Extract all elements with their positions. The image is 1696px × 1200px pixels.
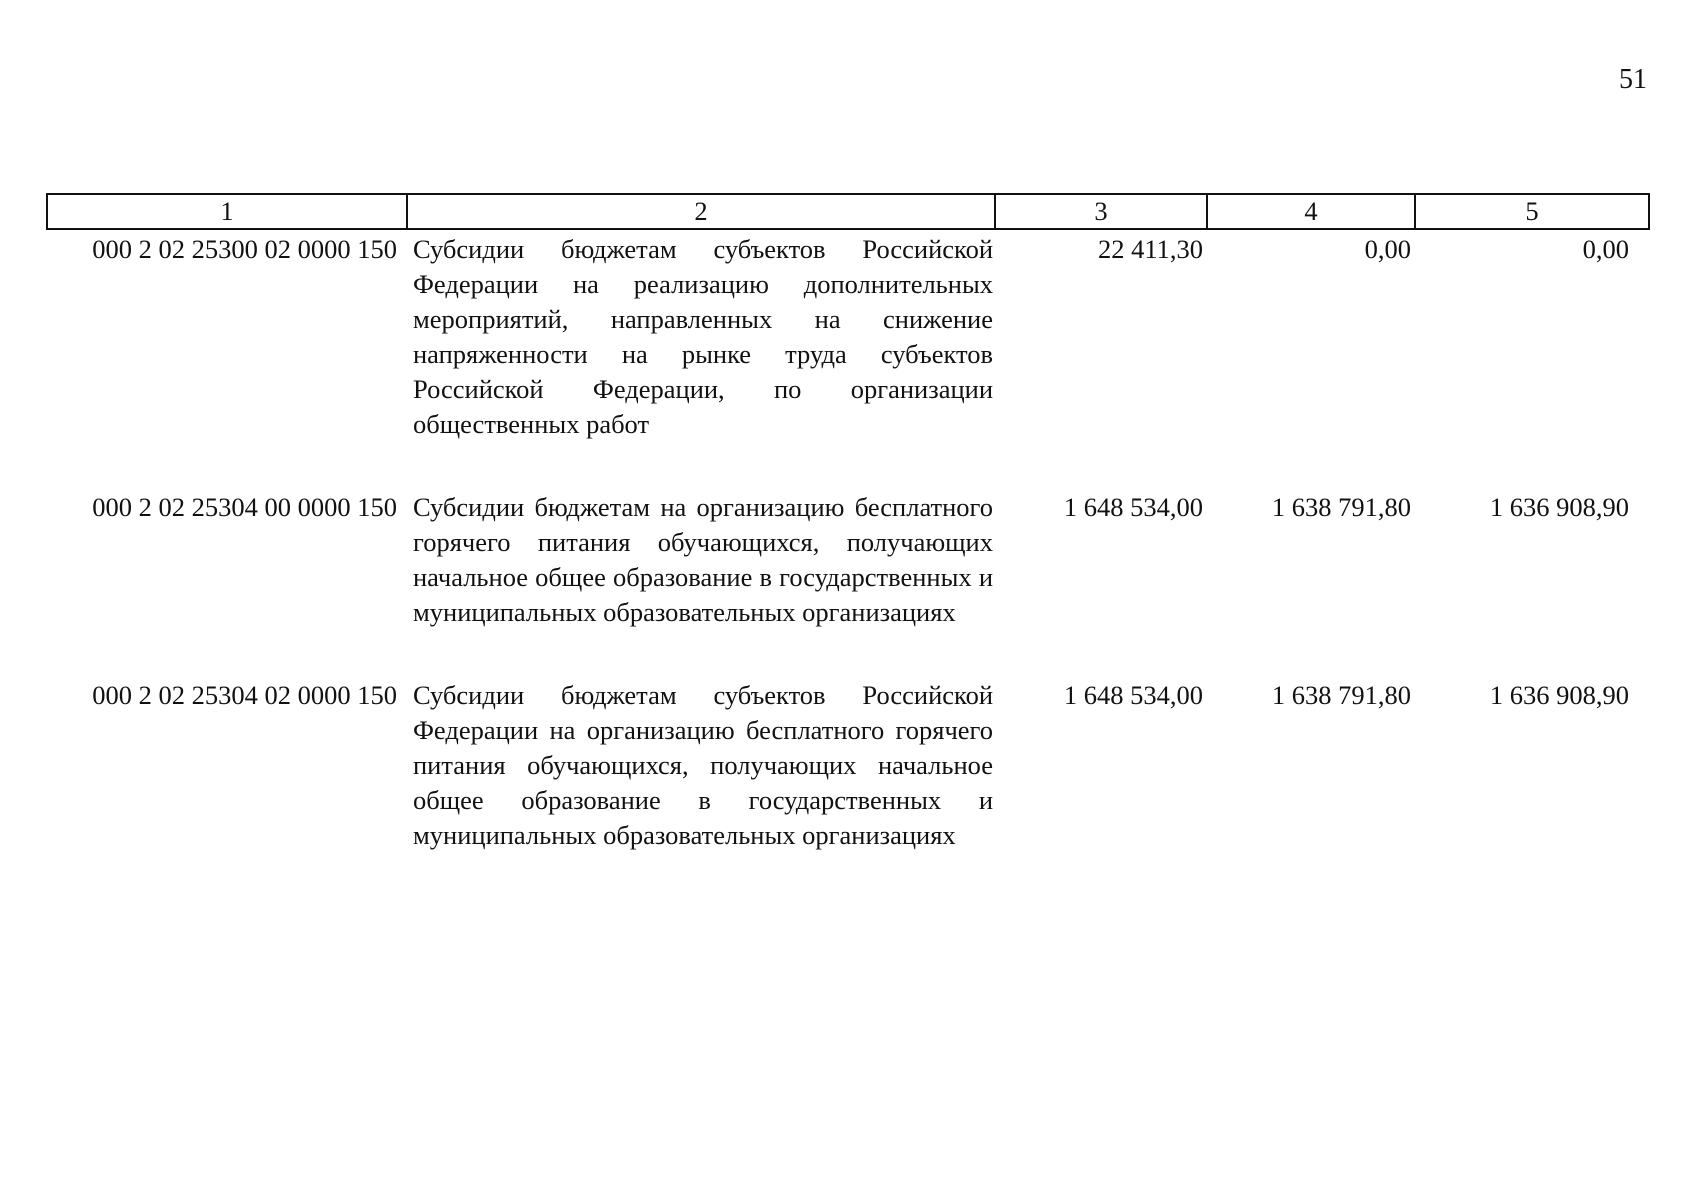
amount-column-5: 1 636 908,90	[1489, 680, 1629, 710]
income-name: Субсидии бюджетам на организацию бесплатного горячего питания обучающихся, получающих начальное общее образование в государственных и муниципальных образовательных организациях	[413, 492, 993, 627]
amount-column-3: 22 411,30	[1097, 234, 1203, 264]
budget-code: 000 2 02 25300 02 0000 150	[92, 234, 397, 264]
amount-column-3: 1 648 534,00	[1063, 492, 1203, 522]
amount-column-5: 0,00	[1582, 234, 1629, 264]
amount-column-4: 0,00	[1364, 234, 1411, 264]
amount-column-4: 1 638 791,80	[1271, 680, 1411, 710]
amount-column-5: 1 636 908,90	[1489, 492, 1629, 522]
budget-code: 000 2 02 25304 02 0000 150	[92, 680, 397, 710]
income-name: Субсидии бюджетам субъектов Российской Федерации на организацию бесплатного горячего питания обучающихся, получающих начальное общее образование в государственных и муниципальных образовательных организациях	[413, 680, 993, 850]
page-number: 51	[1619, 64, 1647, 95]
budget-table	[46, 193, 1650, 853]
column-header-2: 2	[407, 194, 995, 229]
column-header-5: 5	[1415, 194, 1649, 229]
column-header-3: 3	[995, 194, 1207, 229]
column-header-4: 4	[1207, 194, 1415, 229]
table-row	[47, 678, 1649, 853]
income-name: Субсидии бюджетам субъектов Российской Федерации на реализацию дополнительных мероприятий, направленных на снижение напряженности на рынке труда субъектов Российской Федерации, по организации общественных работ	[413, 234, 993, 439]
table-row	[47, 229, 1649, 490]
table-body	[47, 229, 1649, 853]
table-row	[47, 490, 1649, 678]
amount-column-3: 1 648 534,00	[1063, 680, 1203, 710]
amount-column-4: 1 638 791,80	[1271, 492, 1411, 522]
header-row	[47, 194, 1649, 229]
table-header	[47, 194, 1649, 229]
column-header-1: 1	[47, 194, 407, 229]
budget-code: 000 2 02 25304 00 0000 150	[92, 492, 397, 522]
